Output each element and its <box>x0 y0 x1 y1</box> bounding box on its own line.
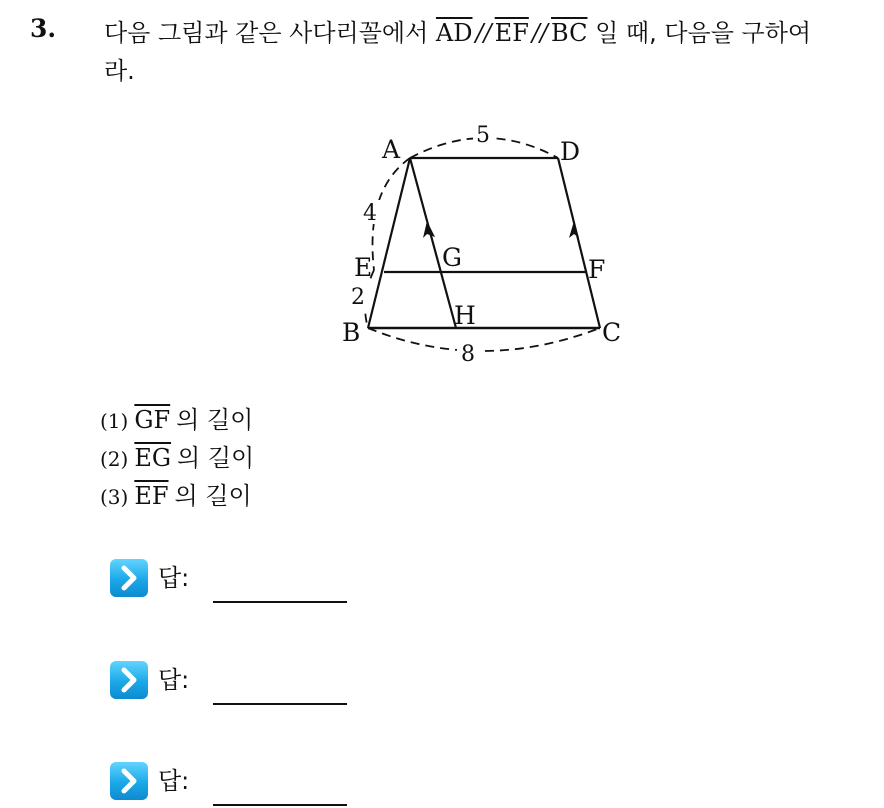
answer-label: 답: <box>158 666 190 694</box>
subquestion-segment: $\overline{EF}$ <box>134 482 169 510</box>
measure-ad: 5 <box>476 123 490 148</box>
measure-ae: 4 <box>363 201 377 226</box>
answer-label: 답: <box>158 564 190 592</box>
question-number: 3. <box>30 14 57 43</box>
label-g: G <box>442 243 462 272</box>
parallel-symbol-2: // <box>531 19 549 47</box>
subquestion-text: 의 길이 <box>176 406 254 434</box>
label-f: F <box>588 255 606 284</box>
label-e: E <box>354 253 373 282</box>
label-h: H <box>454 301 476 330</box>
arrow-ah <box>423 221 435 238</box>
answer-blank[interactable] <box>213 601 347 603</box>
subquestion-segment: $\overline{GF}$ <box>134 406 171 434</box>
answer-label: 답: <box>158 767 190 795</box>
arc-bc <box>368 328 600 351</box>
label-a: A <box>382 135 401 164</box>
label-b: B <box>342 318 361 347</box>
measure-bc: 8 <box>461 342 475 367</box>
parallel-symbol-1: // <box>475 19 492 47</box>
stem-text-line2: 라. <box>104 57 135 85</box>
answer-row-1 <box>110 559 370 603</box>
side-dc <box>558 158 600 328</box>
subquestion-number: (1) <box>100 409 129 433</box>
arrow-cd <box>569 221 579 238</box>
chevron-right-icon <box>110 559 148 597</box>
stem-text-start: 다음 그림과 같은 사다리꼴에서 <box>104 19 429 47</box>
side-ab <box>368 158 410 328</box>
stem-text-end: 일 때, 다음을 구하여 <box>595 19 812 47</box>
label-d: D <box>560 137 581 166</box>
answer-blank[interactable] <box>213 703 347 705</box>
answer-row-2 <box>110 661 370 705</box>
question-stem <box>104 14 874 90</box>
answer-blank[interactable] <box>213 804 347 806</box>
subquestion-number: (2) <box>100 447 129 471</box>
answer-row-3 <box>110 762 370 806</box>
segment-ef: $\overline{EF}$ <box>494 19 529 47</box>
segment-ad: $\overline{AD}$ <box>435 19 473 47</box>
chevron-right-icon <box>110 661 148 699</box>
subquestion-segment: $\overline{EG}$ <box>134 444 172 472</box>
chevron-right-icon <box>110 762 148 800</box>
segment-bc: $\overline{BC}$ <box>551 19 588 47</box>
trapezoid-figure <box>330 110 640 375</box>
subquestion-text: 의 길이 <box>174 482 252 510</box>
subquestion-text: 의 길이 <box>177 444 255 472</box>
label-c: C <box>602 318 622 347</box>
subquestion-1 <box>100 402 700 438</box>
subquestion-number: (3) <box>100 485 129 509</box>
subquestion-2 <box>100 440 700 476</box>
measure-eb: 2 <box>351 285 365 310</box>
subquestion-3 <box>100 478 700 514</box>
